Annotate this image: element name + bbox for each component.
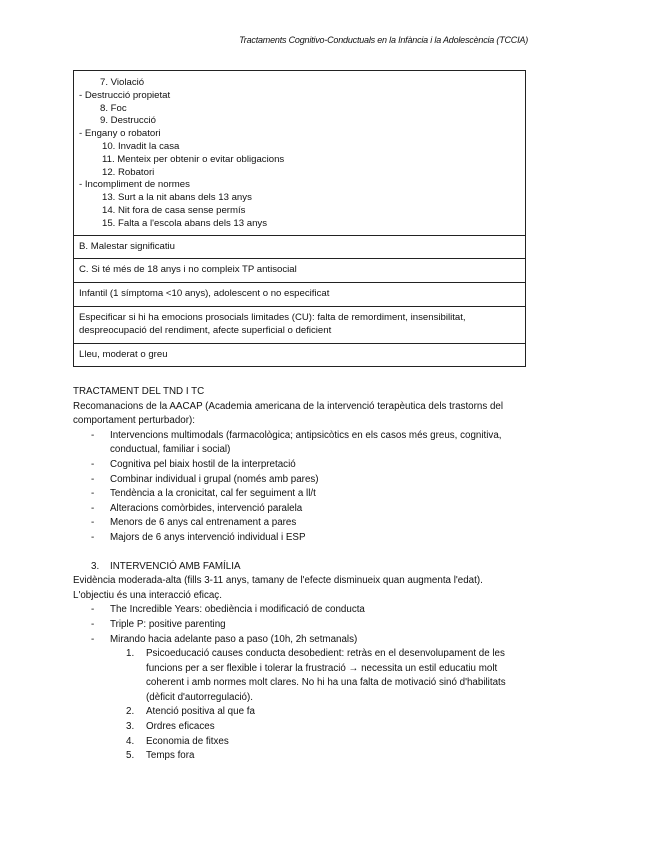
list-item: 5. Temps fora — [126, 750, 195, 762]
section-heading: 3. INTERVENCIÓ AMB FAMÍLIA — [91, 560, 241, 572]
criteria-table — [73, 70, 526, 367]
list-item: 4. Economia de fitxes — [126, 735, 229, 747]
criteria-list-cell — [74, 71, 526, 236]
row-b-cell: B. Malestar significatiu — [74, 235, 526, 259]
onset-cell: Infantil (1 símptoma <10 anys), adolescent o no especificat — [74, 283, 526, 307]
table-row — [74, 71, 526, 236]
paragraph: Recomanacions de la AACAP (Academia americana de la intervenció terapèutica dels trastorns del comportament perturbador): — [73, 400, 504, 427]
list-item: - Triple P: positive parenting — [91, 618, 226, 630]
table-row — [74, 343, 526, 367]
list-item: - Combinar individual i grupal (només amb pares) — [91, 473, 319, 485]
criteria-line: 10. Invadit la casa — [102, 140, 180, 152]
running-header: Tractaments Cognitivo-Conductuals en la Infància i la Adolescència (TCCIA) — [239, 35, 528, 45]
table-row — [74, 235, 526, 259]
criteria-line: 7. Violació — [100, 77, 145, 88]
criteria-line: 8. Foc — [100, 102, 127, 114]
body-text — [73, 385, 513, 764]
list-item: - Mirando hacia adelante paso a paso (10h, 2h setmanals) — [91, 633, 358, 645]
paragraph: Evidència moderada-alta (fills 3-11 anys, tamany de l'efecte disminueix quan augmenta l'edat). L'objectiu és una interacció eficaç. — [73, 575, 483, 601]
list-item: - Cognitiva pel biaix hostil de la interpretació — [91, 458, 296, 470]
table-row — [74, 306, 526, 343]
list-item: - Majors de 6 anys intervenció individual i ESP — [91, 531, 306, 543]
criteria-line: 14. Nit fora de casa sense permís — [102, 204, 246, 216]
criteria-line: 15. Falta a l'escola abans dels 13 anys — [102, 217, 268, 229]
list-item: 3. Ordres eficaces — [126, 721, 215, 733]
criteria-line: - Incompliment de normes — [79, 179, 190, 191]
criteria-line: 11. Menteix per obtenir o evitar obligacions — [102, 153, 285, 165]
criteria-line: - Engany o robatori — [79, 128, 161, 140]
criteria-line: 13. Surt a la nit abans dels 13 anys — [102, 192, 252, 204]
list-item: - The Incredible Years: obediència i modificació de conducta — [91, 604, 365, 616]
row-c-cell: C. Si té més de 18 anys i no compleix TP antisocial — [74, 259, 526, 283]
criteria-line: - Destrucció propietat — [79, 89, 171, 101]
specifier-cell: Especificar si hi ha emocions prosocials limitades (CU): falta de remordiment, insensibilitat, despreocupació del rendiment, afecte superficial o deficient — [74, 306, 526, 343]
table-row — [74, 259, 526, 283]
section-heading: TRACTAMENT DEL TND I TC — [73, 386, 205, 397]
list-item: - Menors de 6 anys cal entrenament a pares — [91, 517, 297, 529]
list-item: - Alteracions comòrbides, intervenció paralela — [91, 502, 303, 514]
list-item: - Tendència a la cronicitat, cal fer seguiment a ll/t — [91, 488, 316, 500]
criteria-line: 12. Robatori — [102, 166, 155, 178]
list-item: 2. Atenció positiva al que fa — [126, 706, 255, 718]
criteria-line: 9. Destrucció — [100, 115, 156, 127]
severity-cell: Lleu, moderat o greu — [74, 343, 526, 367]
list-item: 1. Psicoeducació causes conducta desobedient: retràs en el desenvolupament de les funcions per a ser flexible i tolerar la frustració → necessita un estil educatiu molt coherent i amb normes molt clares. No hi ha una falta de motivació sinó d'habilitats (dèficit d'autorregulació). — [126, 648, 506, 703]
list-item: - Intervencions multimodals (farmacològica; antipsicòtics en els casos més greus, cognitiva, conductual, familiar i social) — [91, 429, 502, 456]
table-row — [74, 283, 526, 307]
